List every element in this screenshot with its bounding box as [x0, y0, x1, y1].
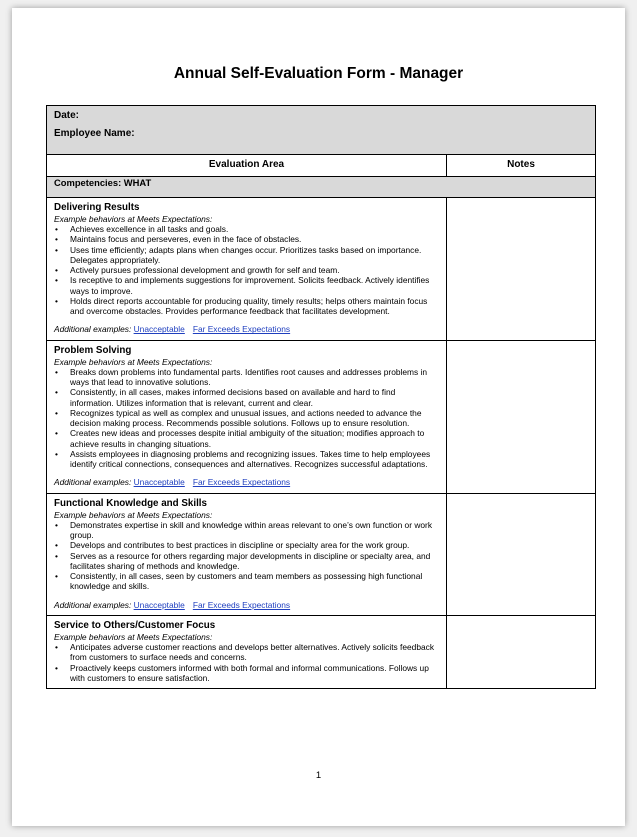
- notes-cell[interactable]: [447, 198, 596, 341]
- behavior-item: • Recognizes typical as well as complex and unusual issues, and actions needed to advance the decision making process. Recommends possible solutions. Follows up to ensure resolution.: [55, 407, 422, 429]
- behavior-item: • Uses time efficiently; adapts plans when changes occur. Prioritizes tasks based on importance. Delegates appropriately.: [55, 244, 422, 265]
- additional-examples-label: Additional examples:: [54, 599, 132, 610]
- bullet-icon: •: [55, 366, 58, 377]
- bullet-icon: •: [55, 387, 58, 398]
- section-row: [47, 340, 596, 493]
- behavior-item: • Consistently, in all cases, seen by customers and team members as possessing high functional knowledge and skills.: [55, 571, 423, 592]
- behavior-item: • Serves as a resource for others regarding major developments in discipline or specialty area, and facilitates sharing of methods and knowledge.: [55, 550, 431, 571]
- section-title: Problem Solving: [54, 344, 132, 356]
- additional-examples-label: Additional examples:: [54, 477, 132, 488]
- behavior-item: • Consistently, in all cases, makes informed decisions based on available and hard to find information. Utilizes information that is relevant, current and clear.: [55, 387, 396, 408]
- behavior-item: • Holds direct reports accountable for producing quality, timely results; helps others maintain focus and overcome obstacles. Provides performance feedback that facilitates development.: [55, 295, 428, 317]
- additional-examples-label: Additional examples:: [54, 324, 132, 335]
- document-title: Annual Self-Evaluation Form - Manager: [173, 65, 464, 82]
- behavior-item: • Maintains focus and perseveres, even in the face of obstacles.: [55, 234, 302, 245]
- behavior-item: • Demonstrates expertise in skill and knowledge within areas relevant to one’s own function or work group.: [55, 519, 433, 541]
- section-subtitle: Example behaviors at Meets Expectations:: [54, 509, 213, 520]
- far-exceeds-link[interactable]: Far Exceeds Expectations: [192, 324, 291, 335]
- bullet-icon: •: [55, 234, 58, 245]
- behavior-item: • Anticipates adverse customer reactions and develops better alternatives. Actively solicits feedback from customers to surface needs and concerns.: [55, 642, 435, 663]
- notes-header: Notes: [447, 155, 596, 177]
- behavior-item: • Breaks down problems into fundamental parts. Identifies root causes and addresses problems in ways that lead to innovative solutions.: [55, 366, 428, 388]
- behavior-list: [54, 520, 439, 592]
- bullet-icon: •: [55, 642, 58, 652]
- section-title: Service to Others/Customer Focus: [54, 619, 216, 631]
- section-row: [47, 198, 596, 341]
- header-info-cell: [47, 106, 596, 155]
- behavior-item: • Assists employees in diagnosing problems and recognizing issues. Takes time to help employees identify critical connections, consequences and alternatives. Recognizes successful adaptations.: [55, 448, 431, 470]
- bullet-icon: •: [55, 550, 58, 561]
- bullet-icon: •: [55, 448, 58, 459]
- bullet-icon: •: [55, 662, 58, 673]
- section-subtitle: Example behaviors at Meets Expectations:: [54, 213, 213, 224]
- notes-cell[interactable]: [447, 493, 596, 615]
- unacceptable-link[interactable]: Unacceptable: [133, 324, 185, 335]
- section-functional-knowledge: [47, 493, 447, 615]
- far-exceeds-link[interactable]: Far Exceeds Expectations: [192, 477, 291, 488]
- notes-cell[interactable]: [447, 615, 596, 688]
- section-subtitle: Example behaviors at Meets Expectations:: [54, 356, 213, 367]
- section-row: [47, 493, 596, 615]
- behavior-item: • Develops and contributes to best practices in discipline or specialty area for the work group.: [55, 540, 410, 551]
- bullet-icon: •: [55, 540, 58, 551]
- unacceptable-link[interactable]: Unacceptable: [133, 477, 185, 488]
- far-exceeds-link[interactable]: Far Exceeds Expectations: [192, 599, 291, 610]
- behavior-list: [54, 642, 439, 683]
- behavior-item: • Actively pursues professional development and growth for self and team.: [55, 265, 340, 276]
- section-title: Delivering Results: [54, 202, 140, 213]
- bullet-icon: •: [55, 571, 58, 582]
- behavior-item: • Is receptive to and implements suggestions for improvement. Solicits feedback. Actively identifies ways to improve.: [55, 275, 430, 296]
- employee-name-label: Employee Name:: [54, 128, 135, 140]
- section-subtitle: Example behaviors at Meets Expectations:: [54, 631, 213, 642]
- behavior-list: [54, 224, 439, 316]
- document-page: [12, 8, 625, 826]
- evaluation-table: [46, 105, 596, 689]
- behavior-list: [54, 367, 439, 470]
- bullet-icon: •: [55, 265, 58, 276]
- bullet-icon: •: [55, 244, 58, 255]
- bullet-icon: •: [55, 295, 58, 306]
- evaluation-area-header: Evaluation Area: [47, 155, 447, 177]
- bullet-icon: •: [55, 224, 58, 235]
- section-delivering-results: [47, 198, 447, 341]
- section-problem-solving: [47, 340, 447, 493]
- unacceptable-link[interactable]: Unacceptable: [133, 599, 185, 610]
- bullet-icon: •: [55, 275, 58, 286]
- section-service-to-others: [47, 615, 447, 688]
- bullet-icon: •: [55, 519, 58, 530]
- additional-examples: [54, 324, 439, 334]
- section-title: Functional Knowledge and Skills: [54, 497, 207, 509]
- bullet-icon: •: [55, 407, 58, 418]
- behavior-item: • Proactively keeps customers informed with both formal and informal communications. Follows up with customers to ensure satisfaction.: [55, 662, 429, 683]
- additional-examples: [54, 477, 439, 487]
- page-number: 1: [315, 770, 322, 781]
- additional-examples: [54, 600, 439, 610]
- date-label: Date:: [54, 110, 80, 121]
- behavior-item: • Creates new ideas and processes despite initial ambiguity of the situation; modifies approach to achieve results in changing situations.: [55, 428, 425, 449]
- bullet-icon: •: [55, 428, 58, 439]
- behavior-item: • Achieves excellence in all tasks and goals.: [55, 224, 229, 235]
- notes-cell[interactable]: [447, 340, 596, 493]
- competencies-label: Competencies: WHAT: [47, 177, 596, 198]
- section-row: [47, 615, 596, 688]
